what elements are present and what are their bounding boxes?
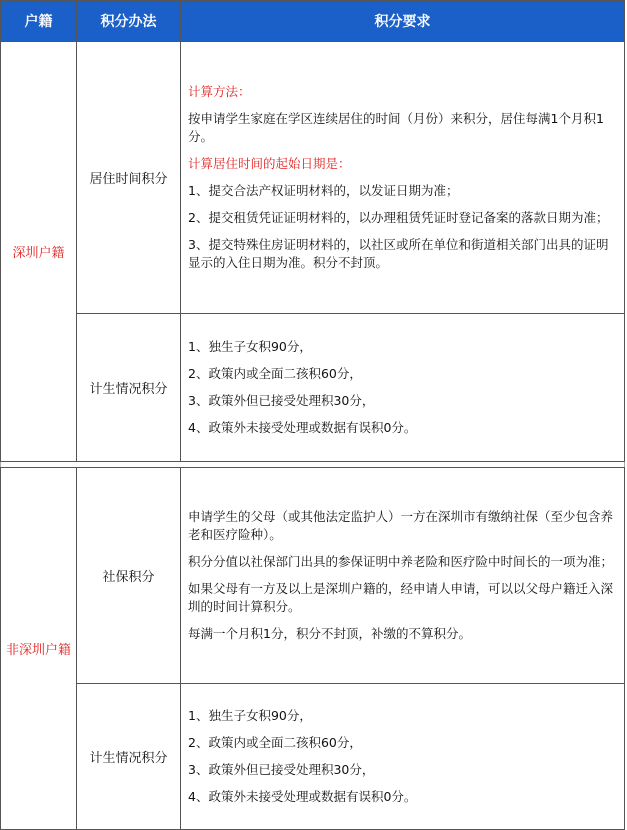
table-row [1, 42, 625, 314]
requirement-family-planning-2 [181, 684, 625, 830]
list-item: 1、独生子女积90分， [188, 708, 312, 723]
paragraph: 积分分值以社保部门出具的参保证明中养老险和医疗险中时间长的一项为准； [188, 554, 614, 569]
list-item: 3、政策外但已接受处理积30分， [188, 762, 375, 777]
table-row [1, 684, 625, 830]
table-row [1, 314, 625, 462]
list-item: 1、独生子女积90分， [188, 339, 312, 354]
list-item: 4、政策外未接受处理或数据有误积0分。 [188, 420, 417, 435]
requirement-social-security [181, 468, 625, 684]
header-huji: 户籍 [1, 1, 77, 42]
table-header-row [1, 1, 625, 42]
paragraph: 申请学生的父母（或其他法定监护人）一方在深圳市有缴纳社保（至少包含养老和医疗险种）。 [188, 509, 614, 542]
header-requirement: 积分要求 [181, 1, 625, 42]
list-item: 2、政策内或全面二孩积60分， [188, 735, 362, 750]
table-row [1, 468, 625, 684]
paragraph: 如果父母有一方及以上是深圳户籍的，经申请人申请，可以以父母户籍迁入深圳的时间计算积分。 [188, 581, 614, 614]
list-item: 3、政策外但已接受处理积30分， [188, 393, 375, 408]
calc-method-title: 计算方法： [188, 84, 251, 99]
list-item: 4、政策外未接受处理或数据有误积0分。 [188, 789, 417, 804]
huji-non-shenzhen: 非深圳户籍 [1, 468, 77, 830]
method-residence: 居住时间积分 [77, 42, 181, 314]
requirement-family-planning [181, 314, 625, 462]
list-item: 3、提交特殊住房证明材料的，以社区或所在单位和街道相关部门出具的证明显示的入住日期为准。积分不封顶。 [188, 237, 609, 270]
list-item: 2、提交租赁凭证证明材料的，以办理租赁凭证时登记备案的落款日期为准； [188, 210, 609, 225]
calc-method-text: 按申请学生家庭在学区连续居住的时间（月份）来积分，居住每满1个月积1分。 [188, 111, 604, 144]
requirement-residence [181, 42, 625, 314]
method-social-security: 社保积分 [77, 468, 181, 684]
method-family-planning: 计生情况积分 [77, 314, 181, 462]
header-method: 积分办法 [77, 1, 181, 42]
list-item: 1、提交合法产权证明材料的，以发证日期为准； [188, 183, 459, 198]
start-date-title: 计算居住时间的起始日期是： [188, 156, 351, 171]
list-item: 2、政策内或全面二孩积60分， [188, 366, 362, 381]
paragraph: 每满一个月积1分，积分不封顶，补缴的不算积分。 [188, 626, 471, 641]
huji-shenzhen: 深圳户籍 [1, 42, 77, 462]
method-family-planning-2: 计生情况积分 [77, 684, 181, 830]
